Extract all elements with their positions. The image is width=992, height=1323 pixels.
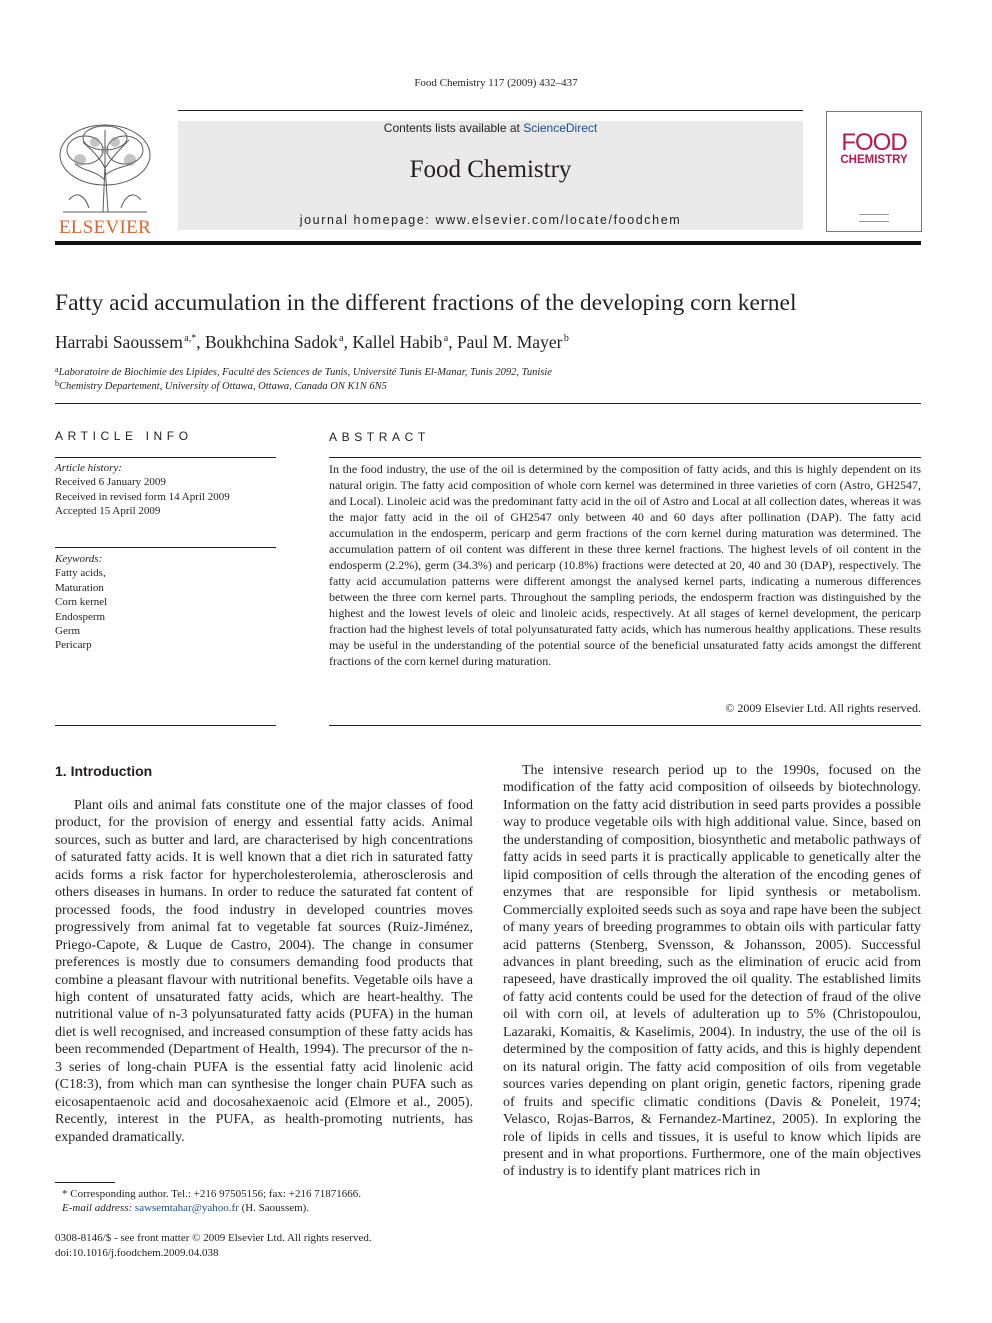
contents-prefix: Contents lists available at [383,121,524,135]
affiliation-a [55,365,552,378]
header-top-rule [178,110,803,111]
journal-cover-thumbnail [826,111,922,232]
author-name[interactable]: Boukhchina Sadok [205,332,338,352]
keyword: Pericarp [55,639,92,652]
author-separator: , [448,332,457,352]
author-affiliation-mark[interactable]: a [443,333,449,344]
author-name[interactable]: Harrabi Saoussem [55,332,183,352]
journal-citation: Food Chemistry 117 (2009) 432–437 [414,77,578,89]
abstract-top-rule [329,457,921,458]
author-affiliation-mark[interactable]: a,* [184,333,197,344]
history-received: Received 6 January 2009 [55,476,166,489]
author-affiliation-mark[interactable]: a [339,333,344,344]
history-accepted: Accepted 15 April 2009 [55,505,161,518]
affiliation-text: Laboratoire de Biochimie des Lipides, Faculté des Sciences de Tunis, Université Tunis El-Manar, Tunis 2092, Tunisie [58,367,552,378]
author-name[interactable]: Kallel Habib [352,332,443,352]
elsevier-wordmark: ELSEVIER [58,217,152,238]
article-history-label: Article history: [55,462,122,474]
journal-title: Food Chemistry [409,156,572,183]
author-separator: , [196,332,205,352]
corresponding-author-text: * Corresponding author. Tel.: +216 97505156; fax: +216 71871666. [62,1188,361,1200]
author-separator: , [343,332,353,352]
affiliation-mark: b [55,379,59,388]
article-title: Fatty acid accumulation in the different fractions of the developing corn kernel [55,290,797,316]
article-info-bottom-rule [55,725,276,726]
keyword: Endosperm [55,610,106,623]
elsevier-tree-icon [55,120,155,215]
corresponding-author-footnote [62,1187,482,1215]
contents-line [178,121,803,135]
author-affiliation-mark[interactable]: b [563,333,569,344]
article-info-rule [55,457,276,458]
publication-meta [55,1231,475,1260]
author-name[interactable]: Paul M. Mayer [456,332,563,352]
abstract-heading: ABSTRACT [329,430,430,444]
article-info-heading: ARTICLE INFO [55,429,193,443]
email-suffix: (H. Saoussem). [238,1202,310,1214]
keywords-rule [55,547,276,548]
abstract-bottom-rule [329,725,921,726]
keywords-list [55,552,276,653]
keywords-label: Keywords: [55,553,103,565]
affiliation-b [55,379,387,392]
intro-column-left [55,797,473,1146]
elsevier-logo [55,120,155,238]
email-label: E-mail address: [62,1202,135,1214]
keyword: Maturation [55,581,104,594]
abstract-text: In the food industry, the use of the oil is determined by the composition of fatty acids, and this is highly dependent on its natural origin. The fatty acid composition of whole corn kernel was determined in three varieties of corn (Astro, GH2547, and Local). Linoleic acid was the predominant fatty acid in the oil of Astro and Local at all collection dates, whereas it was the major fatty acid in the oil of GH2547 only between 40 and 60 days after pollination (DAP). The fatty acid accumulation in the endosperm, pericarp and germ fractions of the corn kernel during maturation was determined. The accumulation pattern of oil content was different in these three kernel fractions. The highest levels of oil content in the endosperm (2.2%), germ (34.3%) and pericarp (10.8%) fractions were detected at 20, 40 and 30 (DAP), respectively. The fatty acid accumulation patterns were different amongst the analysed kernel parts, indicating a numerous differences between the three corn kernel parts. Throughout the sampling periods, the endosperm fraction was distinguished by the highest and the lowest levels of oleic and linoleic acids, respectively. At all stages of kernel development, the pericarp fraction had the highest levels of total polyunsaturated fatty acids, which has numerous healthy applications. These results may be useful in the understanding of the potential source of the beneficial unsaturated fatty acids amongst the different fractions of the corn kernel during maturation. [329,462,921,668]
sciencedirect-link[interactable]: ScienceDirect [523,121,598,135]
history-revised: Received in revised form 14 April 2009 [55,490,230,503]
title-block-rule [55,403,921,404]
affiliation-mark: a [55,365,59,374]
author-email-link[interactable]: sawsemtahar@yahoo.fr [134,1202,239,1214]
article-history [55,461,276,519]
footnote-rule [55,1182,115,1183]
keyword: Germ [55,625,81,638]
cover-title-chemistry: CHEMISTRY [840,154,908,166]
affiliation-text: Chemistry Departement, University of Ottawa, Ottawa, Canada ON K1N 6N5 [59,381,387,392]
header-thick-rule [55,241,921,245]
cover-title-food: FOOD [841,129,907,156]
cover-fine-print [859,214,889,222]
intro-paragraph-1: Plant oils and animal fats constitute one of the major classes of food product, for the provision of energy and essential fatty acids. Animal sources, such as butter and lard, are characterised by high concentrations of saturated fatty acids. It is well known that a diet rich in saturated fatty acids forms a risk factor for hypercholesterolemia, atherosclerosis and others diseases in humans. In order to reduce the saturated fat content of processed foods, the food industry in developed countries moves progressively from animal fat to vegetable fat sources (Ruiz-Jiménez, Priego-Capote, & Luque de Castro, 2004). The change in consumer preferences is mostly due to consumers demanding food products that combine a pleasant flavour with nutritional benefits. Vegetable oils have a high content of unsaturated fatty acids, which are heart-healthy. The nutritional value of n-3 polyunsaturated fatty acids (PUFA) in the human diet is well recognised, and increased consumption of these fatty acids has been recommended (Department of Health, 1994). The precursor of the n-3 series of long-chain PUFA is the essential fatty acid linolenic acid (C18:3), from which man can synthesise the longer chain PUFA such as eicosapentaenoic acid and docosahexaenoic acid (Elmore et al., 2005). Recently, interest in the PUFA, as health-promoting nutrients, has expanded dramatically. [55,798,473,1145]
author-list [55,332,569,353]
section-heading-introduction: 1. Introduction [55,763,153,779]
intro-paragraph-2: The intensive research period up to the 1990s, focused on the modification of the fatty acid composition of oilseeds by biotechnology. Information on the fatty acid distribution in seed parts provides a possible way to produce vegetable oils with high additional value. Since, based on the understanding of composition, biosynthetic and metabolic pathways of fatty acids in seed parts it is practically applicable to genetically alter the lipid composition of cells through the alteration of the encoding genes of enzymes that are responsible for lipid synthesis or metabolism. Commercially exploited seeds such as soya and rape have been the subject of many years of breeding programmes to obtain oils with particular fatty acid patterns (Stenberg, Svensson, & Johansson, 2005). Successful advances in plant breeding, such as the elimination of erucic acid from rapeseed, have drastically improved the oil quality. The established limits of fatty acid contents could be used for the detection of fraud of the olive oil with corn oil, at levels of adulteration up to 5% (Christopoulou, Lazaraki, Komaitis, & Kaselimis, 2004). In industry, the use of the oil is determined by the composition of fatty acids, and this is highly dependent on its natural origin. The fatty acid composition of oils from vegetable sources varies depending on plant origin, genetic factors, ripening grade of fruits and specific climatic conditions (Davis & Poneleit, 1974; Velasco, Rojas-Barros, & Fernandez-Martinez, 2005). In exploring the role of lipids in cells and tissues, it is useful to know which lipids are present and in what proportions. Furthermore, one of the main objectives of industry is to identify plant matrices rich in [503,763,921,1180]
doi-line: doi:10.1016/j.foodchem.2009.04.038 [55,1246,219,1259]
intro-column-right [503,762,921,1181]
abstract-copyright: © 2009 Elsevier Ltd. All rights reserved. [725,701,921,715]
issn-line: 0308-8146/$ - see front matter © 2009 Elsevier Ltd. All rights reserved. [55,1232,372,1244]
journal-homepage-link[interactable]: journal homepage: www.elsevier.com/locate/foodchem [299,213,682,227]
keyword: Fatty acids, [55,567,106,580]
keyword: Corn kernel [55,596,108,609]
